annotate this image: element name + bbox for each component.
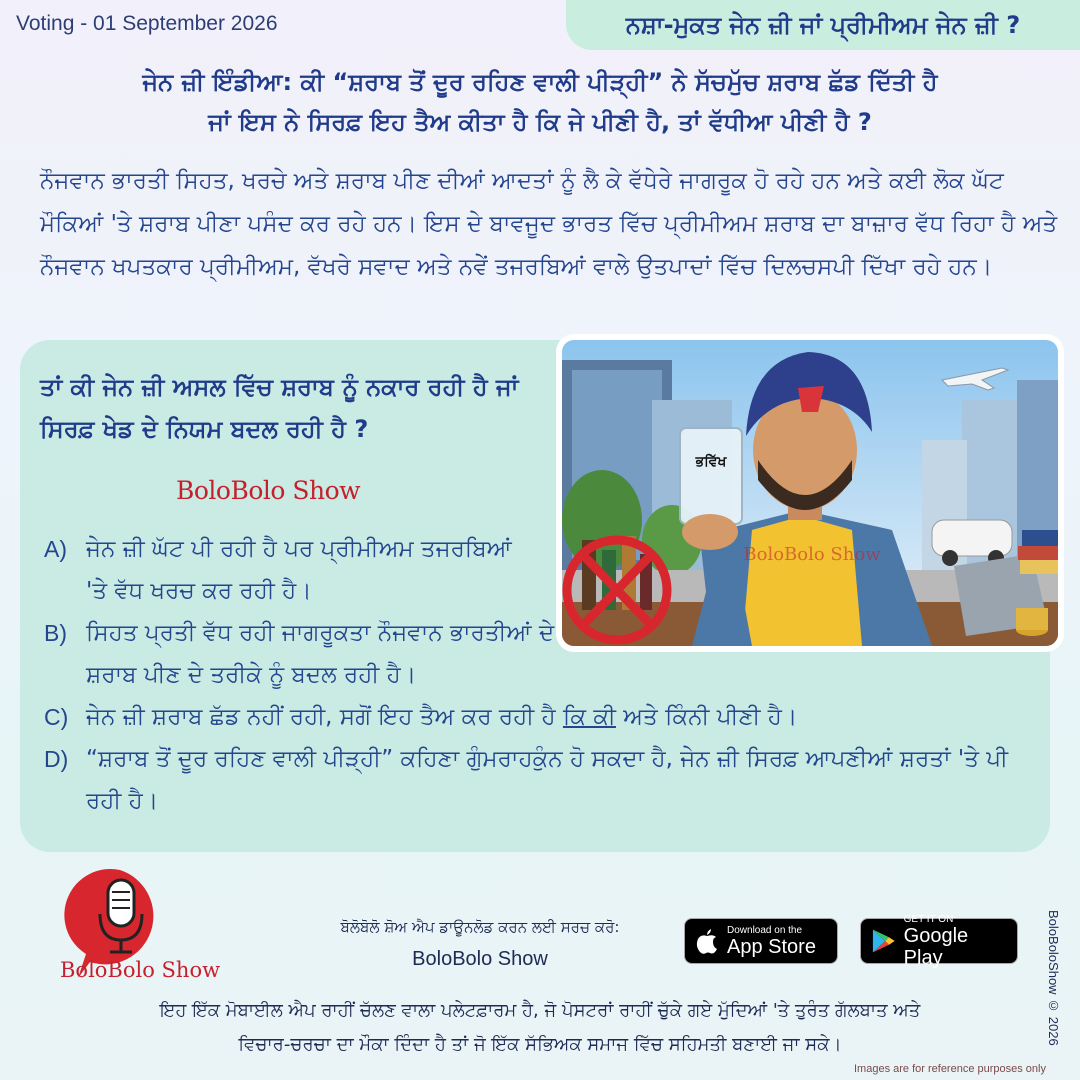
option-d[interactable]: [44, 738, 1034, 822]
google-play-icon: [871, 927, 896, 955]
image-watermark: BoloBolo Show: [743, 544, 881, 565]
headline: [40, 62, 1040, 142]
option-letter: B): [44, 620, 67, 646]
option-letter: D): [44, 746, 69, 772]
logo-name: BoloBolo Show: [60, 958, 221, 982]
search-prompt: ਬੋਲੋਬੋਲੋ ਸ਼ੋਅ ਐਪ ਡਾਊਨਲੋਡ ਕਰਨ ਲਈ ਸਰਚ ਕਰੋ:: [340, 918, 620, 936]
footer-note: [40, 994, 1040, 1062]
app-store-button[interactable]: [684, 918, 838, 964]
topic-tab: ਨਸ਼ਾ-ਮੁਕਤ ਜੇਨ ਜ਼ੀ ਜਾਂ ਪ੍ਰੀਮੀਅਮ ਜੇਨ ਜ਼ੀ ?: [566, 0, 1080, 50]
intro-paragraph: ਨੌਜਵਾਨ ਭਾਰਤੀ ਸਿਹਤ, ਖਰਚੇ ਅਤੇ ਸ਼ਰਾਬ ਪੀਣ ਦੀਆਂ ਆਦਤਾਂ ਨੂੰ ਲੈ ਕੇ ਵੱਧੇਰੇ ਜਾਗਰੂਕ ਹੋ ਰਹੇ ਹਨ ਅਤੇ ਕਈ ਲੋਕ ਘੱਟ ਮੌਕਿਆਂ 'ਤੇ ਸ਼ਰਾਬ ਪੀਣਾ ਪਸੰਦ ਕਰ ਰਹੇ ਹਨ। ਇਸ ਦੇ ਬਾਵਜੂਦ ਭਾਰਤ ਵਿੱਚ ਪ੍ਰੀਮੀਅਮ ਸ਼ਰਾਬ ਦਾ ਬਾਜ਼ਾਰ ਵੱਧ ਰਿਹਾ ਹੈ ਅਤੇ ਨੌਜਵਾਨ ਖਪਤਕਾਰ ਪ੍ਰੀਮੀਅਮ, ਵੱਖਰੇ ਸਵਾਦ ਅਤੇ ਨਵੇਂ ਤਜਰਬਿਆਂ ਵਾਲੇ ਉਤਪਾਦਾਂ ਵਿੱਚ ਦਿਲਚਸਪੀ ਦਿੱਖਾ ਰਹੇ ਹਨ।: [40, 168, 1058, 280]
option-letter: C): [44, 704, 69, 730]
show-name: BoloBolo Show: [176, 476, 361, 505]
disclaimer: Images are for reference purposes only: [854, 1063, 1046, 1075]
apple-icon: [695, 927, 719, 955]
glass-label: ਭਵਿੱਖ: [695, 454, 727, 470]
headline-line-2: ਜਾਂ ਇਸ ਨੇ ਸਿਰਫ਼ ਇਹ ਤੈਅ ਕੀਤਾ ਹੈ ਕਿ ਜੇ ਪੀਣੀ ਹੈ, ਤਾਂ ਵੱਧੀਆ ਪੀਣੀ ਹੈ ?: [208, 108, 872, 136]
option-text: “ਸ਼ਰਾਬ ਤੋਂ ਦੂਰ ਰਹਿਣ ਵਾਲੀ ਪੀੜ੍ਹੀ” ਕਹਿਣਾ ਗੁੰਮਰਾਹਕੁੰਨ ਹੋ ਸਕਦਾ ਹੈ, ਜੇਨ ਜ਼ੀ ਸਿਰਫ਼ ਆਪਣੀਆਂ ਸ਼ਰਤਾਂ 'ਤੇ ਪੀ ਰਹੀ ਹੈ।: [86, 746, 1008, 814]
option-text-underlined: ਕਿ ਕੀ: [562, 704, 616, 730]
headline-line-1: ਜੇਨ ਜ਼ੀ ਇੰਡੀਆ: ਕੀ “ਸ਼ਰਾਬ ਤੋਂ ਦੂਰ ਰਹਿਣ ਵਾਲੀ ਪੀੜ੍ਹੀ” ਨੇ ਸੱਚਮੁੱਚ ਸ਼ਰਾਬ ਛੱਡ ਦਿੱਤੀ ਹੈ: [142, 68, 938, 96]
option-letter: A): [44, 536, 67, 562]
glass: [680, 428, 742, 524]
app-store-label: App Store: [727, 935, 816, 958]
option-text: [86, 696, 1034, 738]
voting-date: Voting - 01 September 2026: [16, 12, 278, 35]
question-heading: ਤਾਂ ਕੀ ਜੇਨ ਜ਼ੀ ਅਸਲ ਵਿੱਚ ਸ਼ਰਾਬ ਨੂੰ ਨਕਾਰ ਰਹੀ ਹੈ ਜਾਂ ਸਿਰਫ਼ ਖੇਡ ਦੇ ਨਿਯਮ ਬਦਲ ਰਹੀ ਹੈ ?: [40, 373, 519, 443]
google-play-button[interactable]: [860, 913, 1018, 969]
google-play-label: Google Play: [903, 924, 969, 969]
option-text: ਸਿਹਤ ਪ੍ਰਤੀ ਵੱਧ ਰਹੀ ਜਾਗਰੂਕਤਾ ਨੌਜਵਾਨ ਭਾਰਤੀਆਂ ਦੇ ਸ਼ਰਾਬ ਪੀਣ ਦੇ ਤਰੀਕੇ ਨੂੰ ਬਦਲ ਰਹੀ ਹੈ।: [86, 620, 555, 688]
option-text-end: ਅਤੇ ਕਿੰਨੀ ਪੀਣੀ ਹੈ।: [615, 704, 798, 730]
app-store-small: Download on the: [727, 924, 803, 936]
answer-options: [44, 528, 1034, 822]
copyright: BoloBoloShow © 2026: [1046, 910, 1061, 1046]
google-play-small: GET IT ON: [903, 913, 954, 925]
footer-note-line-2: ਵਿਚਾਰ-ਚਰਚਾ ਦਾ ਮੌਕਾ ਦਿੰਦਾ ਹੈ ਤਾਂ ਜੋ ਇੱਕ ਸੱਭਿਅਕ ਸਮਾਜ ਵਿੱਚ ਸਹਿਮਤੀ ਬਣਾਈ ਜਾ ਸਕੇ।: [238, 1034, 842, 1055]
option-c[interactable]: [44, 696, 1034, 738]
option-text-start: ਜੇਨ ਜ਼ੀ ਸ਼ਰਾਬ ਛੱਡ ਨਹੀਂ ਰਹੀ, ਸਗੋਂ ਇਹ ਤੈਅ ਕਰ ਰਹੀ ਹੈ: [86, 704, 563, 730]
search-term: BoloBolo Show: [412, 948, 548, 970]
option-b[interactable]: [44, 612, 1034, 696]
option-text: ਜੇਨ ਜ਼ੀ ਘੱਟ ਪੀ ਰਹੀ ਹੈ ਪਰ ਪ੍ਰੀਮੀਅਮ ਤਜਰਬਿਆਂ 'ਤੇ ਵੱਧ ਖਰਚ ਕਰ ਰਹੀ ਹੈ।: [86, 536, 512, 604]
option-a[interactable]: [44, 528, 1034, 612]
footer-note-line-1: ਇਹ ਇੱਕ ਮੋਬਾਈਲ ਐਪ ਰਾਹੀਂ ਚੱਲਣ ਵਾਲਾ ਪਲੇਟਫ਼ਾਰਮ ਹੈ, ਜੋ ਪੋਸਟਰਾਂ ਰਾਹੀਂ ਚੁੱਕੇ ਗਏ ਮੁੱਦਿਆਂ 'ਤੇ ਤੁਰੰਤ ਗੱਲਬਾਤ ਅਤੇ: [159, 1000, 921, 1021]
